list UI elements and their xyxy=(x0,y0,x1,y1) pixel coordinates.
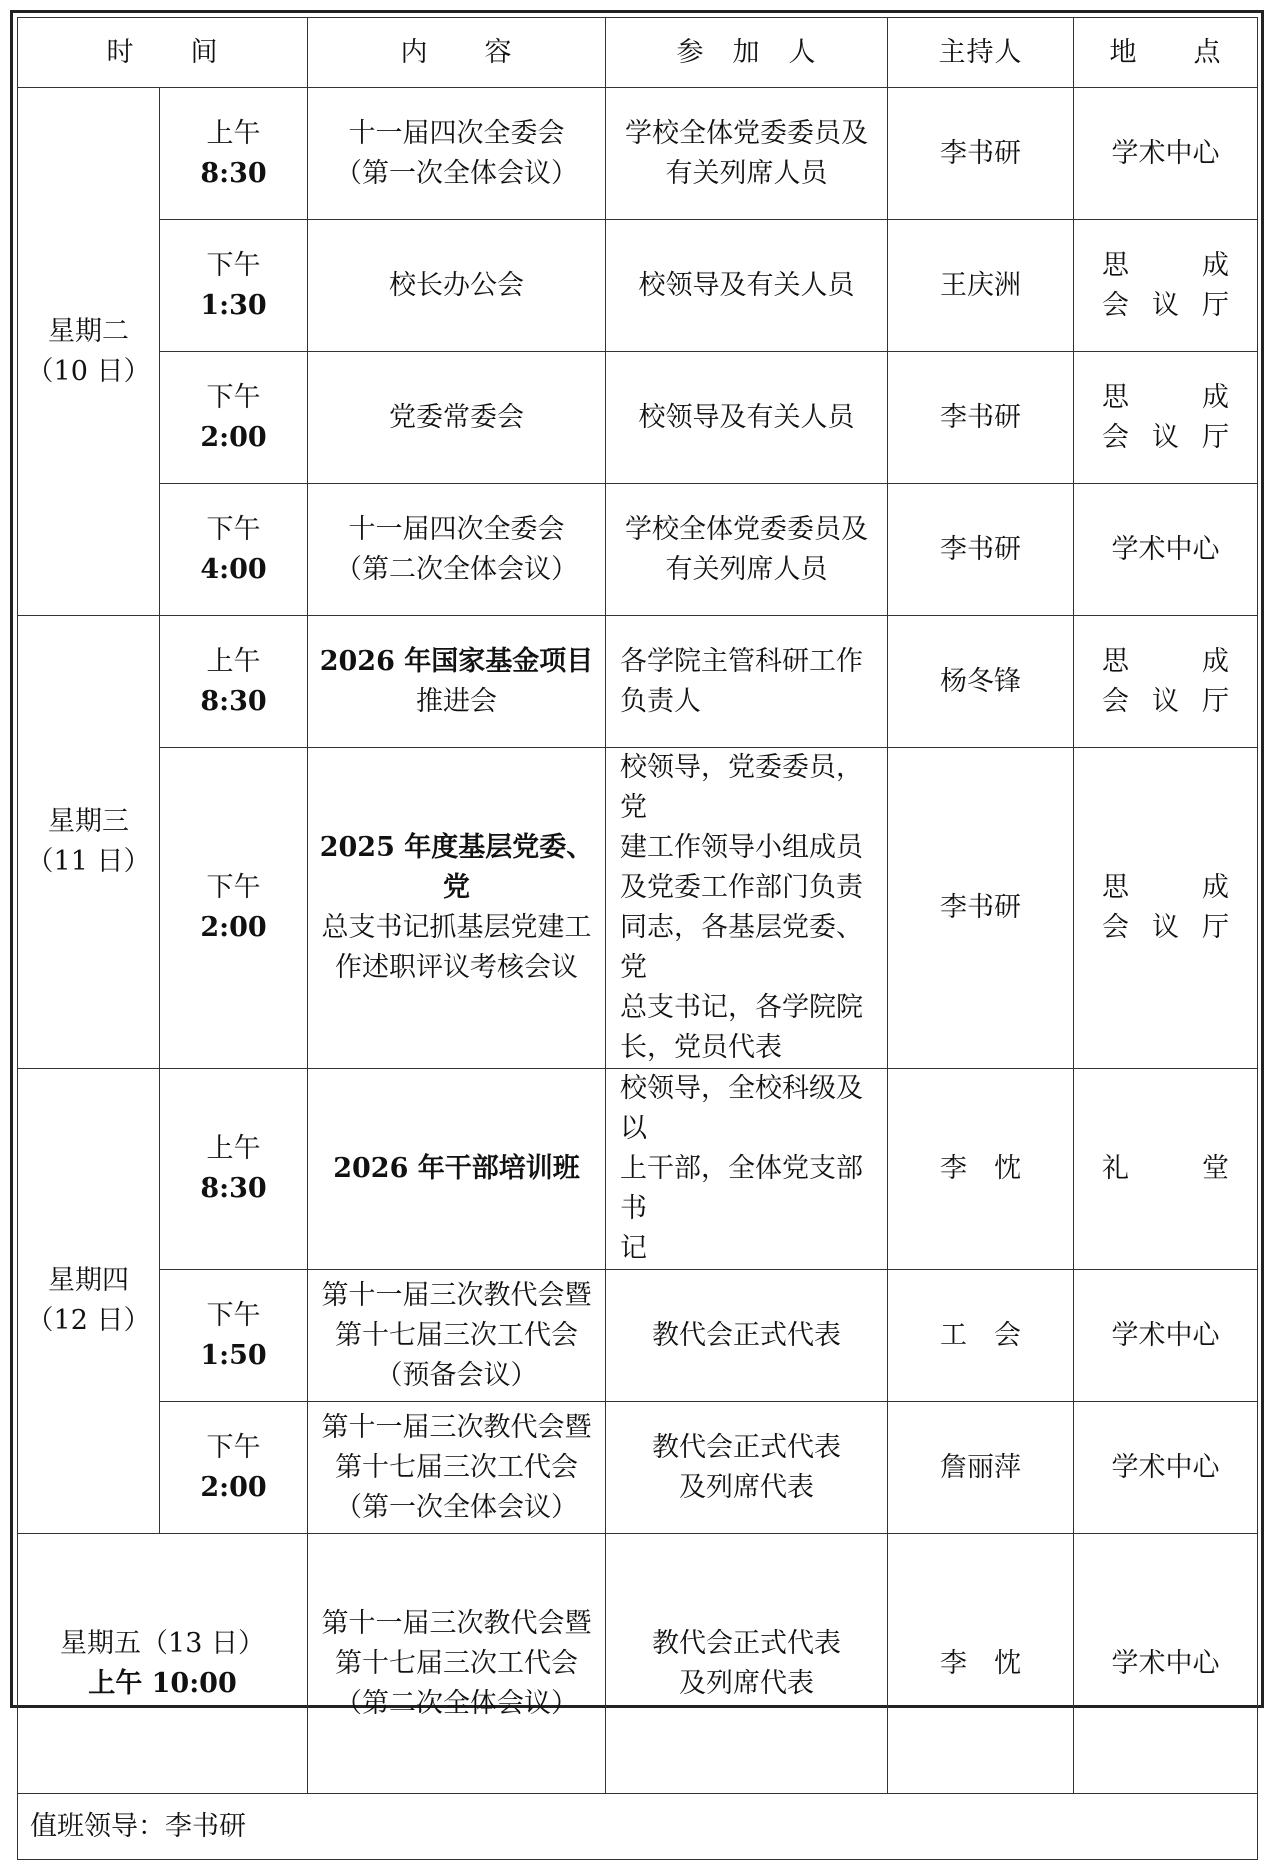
content-cell xyxy=(308,1270,606,1402)
participants-line: 及列席代表 xyxy=(679,1667,814,1699)
participants-line: 记 xyxy=(620,1233,647,1264)
participants-cell xyxy=(606,1402,888,1534)
content-line: 总支书记抓基层党建工 xyxy=(321,912,592,943)
venue-line: 思 成 xyxy=(1102,381,1229,413)
host-cell: 李 忱 xyxy=(888,1534,1074,1794)
participants-line: 校领导，党委委员，党 xyxy=(620,752,863,823)
content-cell xyxy=(308,616,606,748)
venue-line: 思 成 xyxy=(1102,249,1229,281)
header-time: 时 间 xyxy=(18,18,308,88)
content-cell xyxy=(308,748,606,1069)
table-row xyxy=(18,1270,1258,1402)
participants-line: 教代会正式代表 xyxy=(652,1627,841,1659)
day-label: 星期二 xyxy=(48,315,129,347)
time-cell xyxy=(160,352,308,484)
content-cell xyxy=(308,88,606,220)
venue-cell xyxy=(1074,1270,1258,1402)
participants-line: 学校全体党委委员及 xyxy=(625,117,868,149)
period-label: 上午 xyxy=(206,117,261,149)
duty-leader: 值班领导：李书研 xyxy=(18,1794,1258,1860)
time-label: 8:30 xyxy=(200,157,267,189)
venue-cell xyxy=(1074,88,1258,220)
header-venue: 地 点 xyxy=(1074,18,1258,88)
venue-line: 思 成 xyxy=(1102,872,1229,903)
venue-line: 会议厅 xyxy=(1102,289,1229,321)
participants-cell xyxy=(606,1069,888,1270)
venue-cell xyxy=(1074,1069,1258,1270)
host-cell: 王庆洲 xyxy=(888,220,1074,352)
content-line: 推进会 xyxy=(416,685,497,717)
period-label: 下午 xyxy=(206,249,261,281)
day-date: （10 日） xyxy=(26,355,151,387)
content-cell xyxy=(308,220,606,352)
participants-cell xyxy=(606,748,888,1069)
participants-line: 负责人 xyxy=(620,685,701,717)
participants-line: 建工作领导小组成员 xyxy=(620,832,863,863)
participants-line: 总支书记，各学院院 xyxy=(620,992,863,1023)
content-line: 第十七届三次工代会 xyxy=(335,1319,578,1351)
participants-line: 学校全体党委委员及 xyxy=(625,513,868,545)
content-line: 党委常委会 xyxy=(389,401,524,433)
time-cell xyxy=(160,1270,308,1402)
participants-line: 有关列席人员 xyxy=(665,157,828,189)
header-row xyxy=(18,18,1258,88)
content-line: 第十一届三次教代会暨 xyxy=(321,1279,592,1311)
content-line: 第十一届三次教代会暨 xyxy=(321,1607,592,1639)
time-label: 1:30 xyxy=(200,289,267,321)
period-label: 上午 xyxy=(206,1133,261,1164)
day-cell xyxy=(18,616,160,1069)
venue-cell xyxy=(1074,484,1258,616)
period-label: 下午 xyxy=(206,381,261,413)
participants-cell xyxy=(606,88,888,220)
table-row xyxy=(18,352,1258,484)
content-line: （第二次全体会议） xyxy=(335,1687,578,1719)
venue-line: 学术中心 xyxy=(1111,533,1220,565)
time-label: 8:30 xyxy=(200,685,267,717)
table-row xyxy=(18,484,1258,616)
participants-line: 及党委工作部门负责 xyxy=(620,872,863,903)
participants-cell xyxy=(606,484,888,616)
venue-line: 会议厅 xyxy=(1102,912,1229,943)
time-label: 2:00 xyxy=(200,1471,267,1503)
table-row xyxy=(18,1069,1258,1270)
venue-cell xyxy=(1074,352,1258,484)
time-label: 上午 10:00 xyxy=(88,1667,237,1699)
content-line: 十一届四次全委会 xyxy=(348,513,565,545)
participants-line: 教代会正式代表 xyxy=(652,1319,841,1351)
time-cell xyxy=(160,484,308,616)
table-row xyxy=(18,1402,1258,1534)
venue-line: 学术中心 xyxy=(1111,1451,1220,1483)
time-cell xyxy=(160,1069,308,1270)
participants-line: 长，党员代表 xyxy=(620,1032,782,1063)
content-cell xyxy=(308,1534,606,1794)
venue-line: 会议厅 xyxy=(1102,421,1229,453)
host-cell: 李书研 xyxy=(888,88,1074,220)
content-cell xyxy=(308,1402,606,1534)
content-line: 校长办公会 xyxy=(389,269,524,301)
participants-line: 各学院主管科研工作 xyxy=(620,645,863,677)
host-cell: 詹丽萍 xyxy=(888,1402,1074,1534)
header-participants: 参 加 人 xyxy=(606,18,888,88)
participants-line: 校领导及有关人员 xyxy=(638,401,855,433)
content-line: 2026 年国家基金项目 xyxy=(319,645,594,677)
participants-line: 有关列席人员 xyxy=(665,553,828,585)
host-cell: 李书研 xyxy=(888,484,1074,616)
table-row xyxy=(18,88,1258,220)
venue-cell xyxy=(1074,748,1258,1069)
participants-cell xyxy=(606,220,888,352)
participants-line: 校领导及有关人员 xyxy=(638,269,855,301)
day-cell xyxy=(18,1069,160,1534)
content-line: 2026 年干部培训班 xyxy=(333,1153,580,1184)
venue-line: 思 成 xyxy=(1102,645,1229,677)
time-cell xyxy=(160,220,308,352)
participants-cell xyxy=(606,352,888,484)
header-content: 内 容 xyxy=(308,18,606,88)
venue-line: 会议厅 xyxy=(1102,685,1229,717)
participants-line: 同志，各基层党委、党 xyxy=(620,912,863,983)
host-cell: 工 会 xyxy=(888,1270,1074,1402)
day-cell xyxy=(18,1534,308,1794)
table-row xyxy=(18,220,1258,352)
day-date: （11 日） xyxy=(26,846,151,877)
day-date: （12 日） xyxy=(26,1305,151,1336)
content-cell xyxy=(308,1069,606,1270)
time-cell xyxy=(160,1402,308,1534)
host-cell: 杨冬锋 xyxy=(888,616,1074,748)
venue-cell xyxy=(1074,616,1258,748)
time-cell xyxy=(160,88,308,220)
participants-line: 校领导，全校科级及以 xyxy=(620,1073,863,1144)
table-row xyxy=(18,748,1258,1069)
host-cell: 李 忱 xyxy=(888,1069,1074,1270)
participants-line: 及列席代表 xyxy=(679,1471,814,1503)
content-cell xyxy=(308,352,606,484)
content-line: （第一次全体会议） xyxy=(335,1491,578,1523)
schedule-page xyxy=(10,10,1264,1842)
venue-line: 学术中心 xyxy=(1111,1319,1220,1351)
content-line: 第十一届三次教代会暨 xyxy=(321,1411,592,1443)
content-line: 第十七届三次工代会 xyxy=(335,1647,578,1679)
time-label: 4:00 xyxy=(200,553,267,585)
footer-row xyxy=(18,1794,1258,1860)
period-label: 上午 xyxy=(206,645,261,677)
period-label: 下午 xyxy=(206,872,261,903)
table-row xyxy=(18,1534,1258,1794)
period-label: 下午 xyxy=(206,1431,261,1463)
participants-line: 上干部，全体党支部书 xyxy=(620,1153,863,1224)
period-label: 下午 xyxy=(206,513,261,545)
content-line: （第二次全体会议） xyxy=(335,553,578,585)
venue-cell xyxy=(1074,220,1258,352)
time-cell xyxy=(160,616,308,748)
participants-cell xyxy=(606,616,888,748)
header-host: 主持人 xyxy=(888,18,1074,88)
content-line: （第一次全体会议） xyxy=(335,157,578,189)
table-row xyxy=(18,616,1258,748)
content-line: 十一届四次全委会 xyxy=(348,117,565,149)
content-line: （预备会议） xyxy=(375,1359,538,1391)
participants-line: 教代会正式代表 xyxy=(652,1431,841,1463)
time-cell xyxy=(160,748,308,1069)
time-label: 8:30 xyxy=(200,1173,267,1204)
period-label: 下午 xyxy=(206,1299,261,1331)
time-label: 2:00 xyxy=(200,421,267,453)
content-line: 2025 年度基层党委、党 xyxy=(319,832,594,903)
venue-line: 礼 堂 xyxy=(1102,1153,1229,1184)
meeting-schedule-table xyxy=(17,17,1258,1860)
day-label: 星期五（13 日） xyxy=(60,1627,265,1659)
content-line: 作述职评议考核会议 xyxy=(335,952,578,983)
venue-line: 学术中心 xyxy=(1111,137,1220,169)
venue-cell xyxy=(1074,1402,1258,1534)
venue-cell: 学术中心 xyxy=(1074,1534,1258,1794)
day-cell xyxy=(18,88,160,616)
day-label: 星期四 xyxy=(48,1265,129,1296)
host-cell: 李书研 xyxy=(888,748,1074,1069)
content-cell xyxy=(308,484,606,616)
day-label: 星期三 xyxy=(48,806,129,837)
time-label: 1:50 xyxy=(200,1339,267,1371)
host-cell: 李书研 xyxy=(888,352,1074,484)
participants-cell xyxy=(606,1270,888,1402)
participants-cell xyxy=(606,1534,888,1794)
time-label: 2:00 xyxy=(200,912,267,943)
content-line: 第十七届三次工代会 xyxy=(335,1451,578,1483)
